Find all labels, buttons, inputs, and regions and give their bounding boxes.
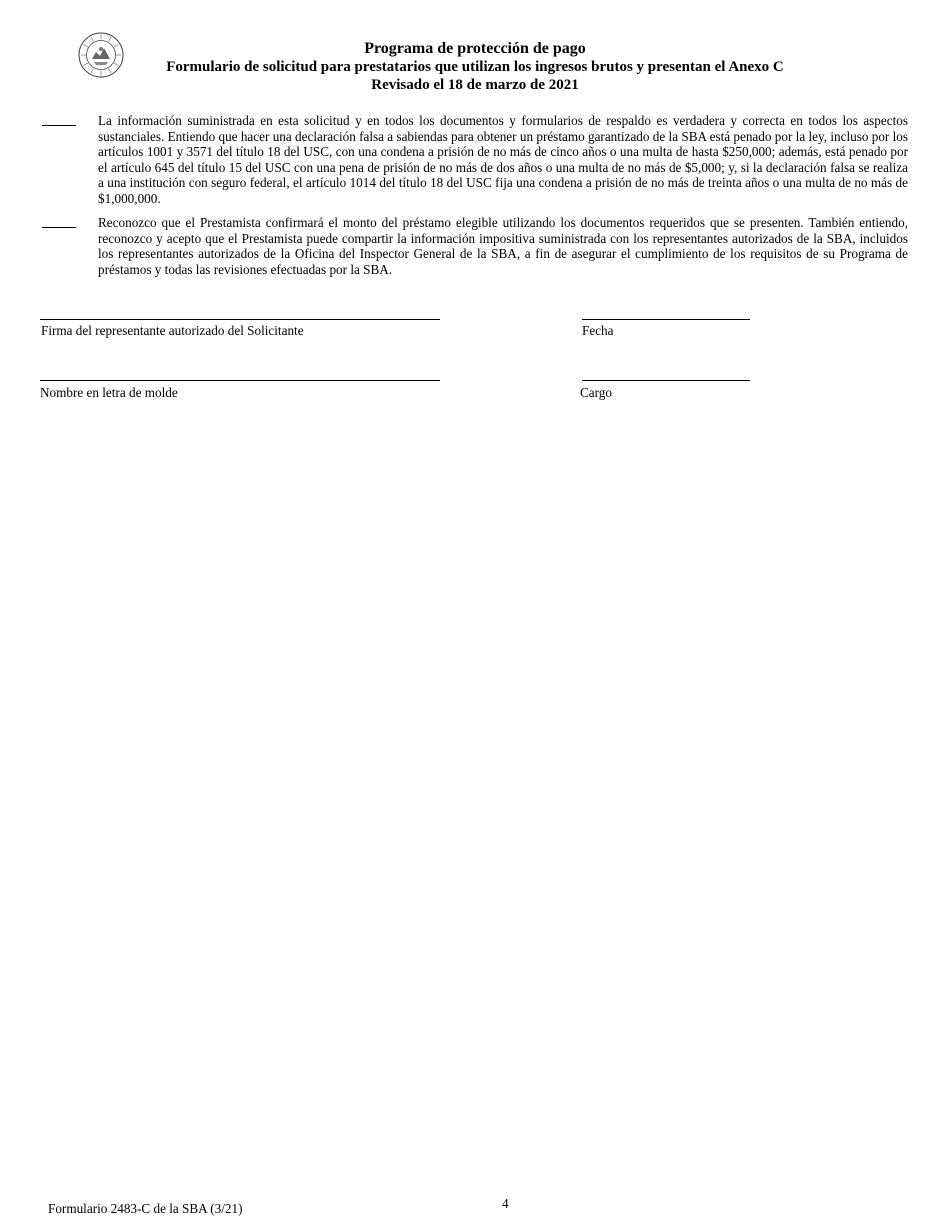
document-header bbox=[130, 40, 820, 94]
title-line[interactable] bbox=[582, 380, 750, 381]
form-number: Formulario 2483-C de la SBA (3/21) bbox=[48, 1201, 243, 1216]
signature-label: Firma del representante autorizado del Solicitante bbox=[41, 323, 304, 338]
signature-line[interactable] bbox=[40, 319, 440, 320]
program-title: Programa de protección de pago bbox=[364, 40, 586, 57]
certification-text: Reconozco que el Prestamista confirmará el monto del préstamo elegible utilizando los documentos requeridos que se presenten. También entiendo, reconozco y acepto que el Prestamista puede compartir la información impositiva suministrada con los representantes autorizados de la SBA, incluidos los representantes autorizados de la Oficina del Inspector General de la SBA, a fin de asegurar el cumplimiento de los requisitos de su Programa de préstamos y todas las revisiones efectuadas por la SBA. bbox=[98, 215, 908, 277]
printed-name-label: Nombre en letra de molde bbox=[40, 385, 178, 400]
certification-item bbox=[40, 113, 908, 207]
certification-text: La información suministrada en esta solicitud y en todos los documentos y formularios de respaldo es verdadera y correcta en todos los aspectos sustanciales. Entiendo que hacer una declaración falsa a sabiendas para obtener un préstamo garantizado de la SBA está penado por la ley, incluso por los artículos 1001 y 3571 del título 18 del USC, con una condena a prisión de no más de cinco años o una multa de hasta $250,000; además, está penado por el artículo 645 del título 15 del USC con una pena de prisión de no más de dos años o una multa de no más de $5,000; y, si la declaración falsa se realiza a una institución con seguro federal, el artículo 1014 del título 18 del USC fija una condena a prisión de no más de treinta años o una multa de no más de $1,000,000. bbox=[98, 113, 908, 206]
printed-name-line[interactable] bbox=[40, 380, 440, 381]
revision-date: Revisado el 18 de marzo de 2021 bbox=[371, 77, 579, 93]
certification-item bbox=[40, 215, 908, 277]
page-number: 4 bbox=[502, 1196, 509, 1211]
form-subtitle: Formulario de solicitud para prestatarios que utilizan los ingresos brutos y presentan el Anexo C bbox=[166, 59, 784, 75]
date-label: Fecha bbox=[582, 323, 614, 338]
initials-blank[interactable] bbox=[42, 215, 76, 228]
date-line[interactable] bbox=[582, 319, 750, 320]
initials-blank[interactable] bbox=[42, 113, 76, 126]
sba-seal-icon bbox=[78, 32, 124, 78]
title-label: Cargo bbox=[580, 385, 612, 400]
